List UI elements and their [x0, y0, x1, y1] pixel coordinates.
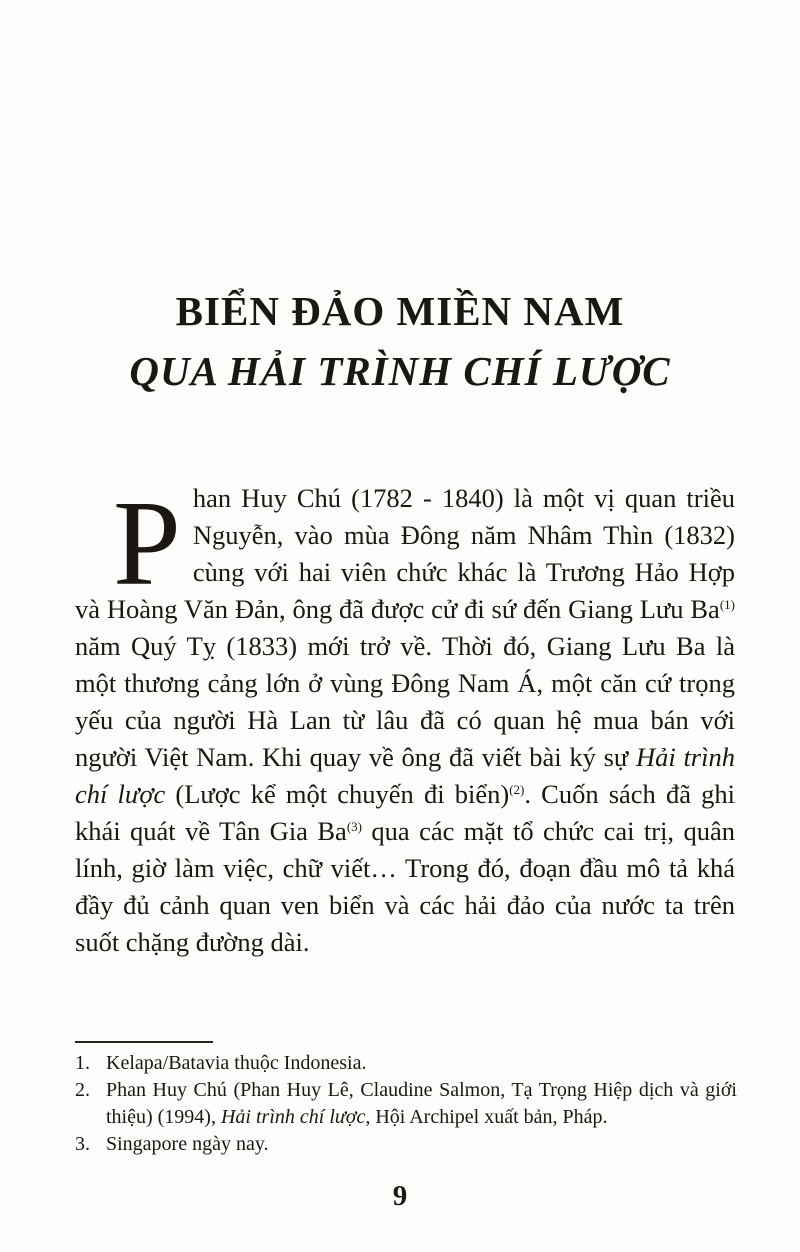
chapter-title-line-2: QUA HẢI TRÌNH CHÍ LƯỢC	[129, 348, 671, 395]
footnote-number: 1.	[75, 1052, 90, 1074]
chapter-title-line-1: BIỂN ĐẢO MIỀN NAM	[175, 288, 625, 334]
body-paragraph	[75, 476, 735, 961]
footnote-list	[75, 1050, 737, 1158]
paragraph-text: han Huy Chú (1782 - 1840) là một vị quan triều Nguyễn, vào mùa Đông năm Nhâm Thìn (1832) cùng với hai viên chức khác là Trương Hảo Hợp và Hoàng Văn Đản, ông đã được cử đi sứ đến Giang Lưu Ba$^{(1)}$ năm Quý Tỵ (1833) mới trở về. Thời đó, Giang Lưu Ba là một thương cảng lớn ở vùng Đông Nam Á, một căn cứ trọng yếu của người Hà Lan từ lâu đã có quan hệ mua bán với người Việt Nam. Khi quay về ông đã viết bài ký sự Hải trình chí lược (Lược kể một chuyến đi biển)$^{(2)}$. Cuốn sách đã ghi khái quát về Tân Gia Ba$^{(3)}$ qua các mặt tổ chức cai trị, quân lính, giờ làm việc, chữ viết… Trong đó, đoạn đầu mô tả khá đầy đủ cảnh quan ven biển và các hải đảo của nước ta trên suốt chặng đường dài.	[75, 483, 735, 957]
footnote-number: 2.	[75, 1079, 90, 1101]
page-number: 9	[392, 1180, 408, 1212]
footnote-section	[75, 1041, 737, 1158]
footnote-item	[75, 1050, 737, 1077]
footnote-text: Phan Huy Chú (Phan Huy Lê, Claudine Salmon, Tạ Trọng Hiệp dịch và giới thiệu) (1994), Hải trình chí lược, Hội Archipel xuất bản, Pháp.	[106, 1079, 737, 1128]
footnote-number: 3.	[75, 1133, 90, 1155]
drop-cap: P	[113, 476, 181, 611]
footnote-divider	[75, 1041, 213, 1043]
footnote-text: Singapore ngày nay.	[106, 1133, 269, 1155]
chapter-title	[0, 288, 800, 395]
footnote-text: Kelapa/Batavia thuộc Indonesia.	[106, 1052, 367, 1074]
footnote-item	[75, 1131, 737, 1158]
footnote-item	[75, 1077, 737, 1131]
